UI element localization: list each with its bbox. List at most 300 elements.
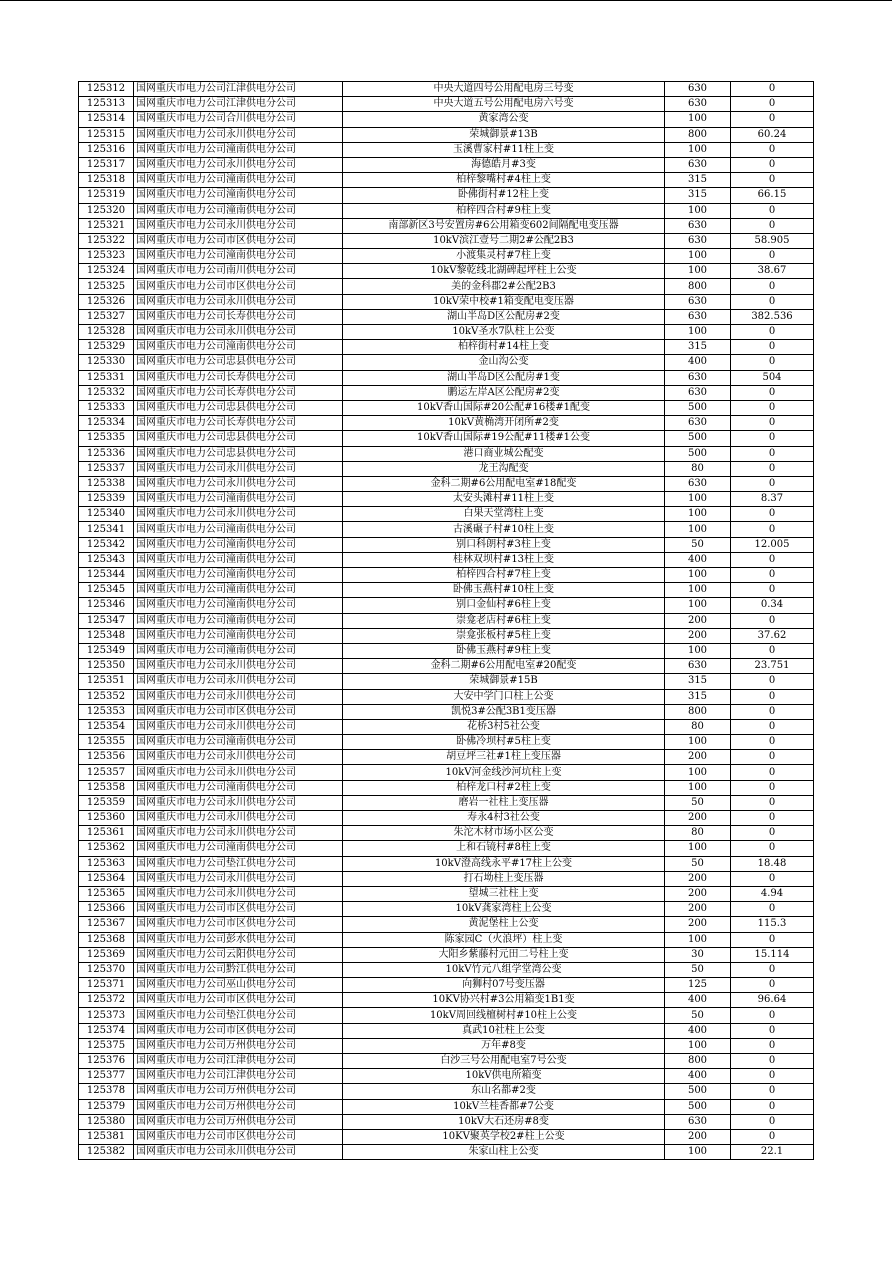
table-row [79, 203, 814, 218]
company-cell: 国网重庆市电力公司永川供电分公司 [134, 795, 343, 810]
table-row [79, 568, 814, 583]
company-cell: 国网重庆市电力公司永川供电分公司 [134, 507, 343, 522]
row-id-cell: 125345 [79, 583, 134, 598]
row-id-cell: 125314 [79, 112, 134, 127]
transformer-name-cell: 10kV河金线沙河坑柱上变 [343, 765, 665, 780]
capacity-cell: 630 [665, 370, 731, 385]
table-row [79, 294, 814, 309]
capacity-cell: 200 [665, 613, 731, 628]
table-row [79, 157, 814, 172]
row-id-cell: 125375 [79, 1038, 134, 1053]
value-cell: 0 [731, 704, 814, 719]
table-row [79, 127, 814, 142]
table-row [79, 218, 814, 233]
capacity-cell: 400 [665, 1069, 731, 1084]
value-cell: 58.905 [731, 233, 814, 248]
value-cell: 0 [731, 507, 814, 522]
table-row [79, 917, 814, 932]
company-cell: 国网重庆市电力公司永川供电分公司 [134, 1145, 343, 1160]
company-cell: 国网重庆市电力公司江津供电分公司 [134, 82, 343, 97]
company-cell: 国网重庆市电力公司长寿供电分公司 [134, 309, 343, 324]
table-row [79, 249, 814, 264]
transformer-name-cell: 柏梓四合村#9柱上变 [343, 203, 665, 218]
table-row [79, 173, 814, 188]
row-id-cell: 125379 [79, 1099, 134, 1114]
company-cell: 国网重庆市电力公司垫江供电分公司 [134, 1008, 343, 1023]
capacity-cell: 80 [665, 826, 731, 841]
transformer-name-cell: 卧佛冷坝村#5柱上变 [343, 735, 665, 750]
row-id-cell: 125373 [79, 1008, 134, 1023]
capacity-cell: 315 [665, 188, 731, 203]
company-cell: 国网重庆市电力公司市区供电分公司 [134, 902, 343, 917]
row-id-cell: 125333 [79, 400, 134, 415]
capacity-cell: 500 [665, 1084, 731, 1099]
value-cell: 0 [731, 735, 814, 750]
transformer-name-cell: 太安头滩村#11柱上变 [343, 492, 665, 507]
value-cell: 37.62 [731, 628, 814, 643]
capacity-cell: 400 [665, 552, 731, 567]
company-cell: 国网重庆市电力公司永川供电分公司 [134, 871, 343, 886]
table-row [79, 97, 814, 112]
transformer-name-cell: 别口金仙村#6柱上变 [343, 598, 665, 613]
transformer-name-cell: 10kV荣中校#1箱变配电变压器 [343, 294, 665, 309]
capacity-cell: 100 [665, 598, 731, 613]
transformer-name-cell: 小渡集灵村#7柱上变 [343, 249, 665, 264]
capacity-cell: 630 [665, 309, 731, 324]
value-cell: 0 [731, 932, 814, 947]
transformer-name-cell: 东山名都#2变 [343, 1084, 665, 1099]
table-row [79, 264, 814, 279]
row-id-cell: 125332 [79, 385, 134, 400]
company-cell: 国网重庆市电力公司市区供电分公司 [134, 233, 343, 248]
table-row [79, 507, 814, 522]
row-id-cell: 125336 [79, 446, 134, 461]
row-id-cell: 125367 [79, 917, 134, 932]
row-id-cell: 125364 [79, 871, 134, 886]
table-row [79, 886, 814, 901]
table-row [79, 461, 814, 476]
capacity-cell: 100 [665, 735, 731, 750]
value-cell: 0 [731, 962, 814, 977]
row-id-cell: 125366 [79, 902, 134, 917]
value-cell: 60.24 [731, 127, 814, 142]
table-row [79, 1038, 814, 1053]
table-row [79, 795, 814, 810]
value-cell: 504 [731, 370, 814, 385]
transformer-name-cell: 金科二期#6公用配电室#18配变 [343, 476, 665, 491]
transformer-name-cell: 10KV聚英学校2#柱上公变 [343, 1129, 665, 1144]
company-cell: 国网重庆市电力公司长寿供电分公司 [134, 416, 343, 431]
row-id-cell: 125341 [79, 522, 134, 537]
company-cell: 国网重庆市电力公司永川供电分公司 [134, 461, 343, 476]
company-cell: 国网重庆市电力公司潼南供电分公司 [134, 203, 343, 218]
company-cell: 国网重庆市电力公司巫山供电分公司 [134, 978, 343, 993]
row-id-cell: 125358 [79, 780, 134, 795]
company-cell: 国网重庆市电力公司潼南供电分公司 [134, 142, 343, 157]
capacity-cell: 630 [665, 97, 731, 112]
value-cell: 0 [731, 1038, 814, 1053]
capacity-cell: 200 [665, 811, 731, 826]
table-row [79, 932, 814, 947]
capacity-cell: 630 [665, 416, 731, 431]
row-id-cell: 125354 [79, 719, 134, 734]
transformer-name-cell: 大阳乡紫藤村元田二号柱上变 [343, 947, 665, 962]
row-id-cell: 125356 [79, 750, 134, 765]
capacity-cell: 100 [665, 568, 731, 583]
table-row [79, 416, 814, 431]
row-id-cell: 125362 [79, 841, 134, 856]
row-id-cell: 125380 [79, 1114, 134, 1129]
transformer-name-cell: 柏梓龙口村#2柱上变 [343, 780, 665, 795]
capacity-cell: 50 [665, 962, 731, 977]
capacity-cell: 400 [665, 355, 731, 370]
value-cell: 0 [731, 355, 814, 370]
capacity-cell: 100 [665, 203, 731, 218]
page-top-rule [0, 0, 892, 1]
capacity-cell: 100 [665, 249, 731, 264]
transformer-name-cell: 10kV香山国际#19公配#11楼#1公变 [343, 431, 665, 446]
row-id-cell: 125329 [79, 340, 134, 355]
value-cell: 0 [731, 431, 814, 446]
company-cell: 国网重庆市电力公司市区供电分公司 [134, 704, 343, 719]
capacity-cell: 100 [665, 1038, 731, 1053]
value-cell: 0 [731, 142, 814, 157]
capacity-cell: 400 [665, 1023, 731, 1038]
row-id-cell: 125349 [79, 643, 134, 658]
capacity-cell: 200 [665, 1129, 731, 1144]
company-cell: 国网重庆市电力公司永川供电分公司 [134, 294, 343, 309]
row-id-cell: 125326 [79, 294, 134, 309]
table-row [79, 735, 814, 750]
table-row [79, 674, 814, 689]
value-cell: 0 [731, 811, 814, 826]
company-cell: 国网重庆市电力公司永川供电分公司 [134, 659, 343, 674]
company-cell: 国网重庆市电力公司潼南供电分公司 [134, 249, 343, 264]
value-cell: 0 [731, 1008, 814, 1023]
transformer-name-cell: 万年#8变 [343, 1038, 665, 1053]
value-cell: 0 [731, 1099, 814, 1114]
value-cell: 0 [731, 1084, 814, 1099]
transformer-name-cell: 朱家山柱上公变 [343, 1145, 665, 1160]
row-id-cell: 125327 [79, 309, 134, 324]
value-cell: 0 [731, 719, 814, 734]
capacity-cell: 630 [665, 294, 731, 309]
company-cell: 国网重庆市电力公司永川供电分公司 [134, 811, 343, 826]
row-id-cell: 125370 [79, 962, 134, 977]
transformer-name-cell: 中央大道五号公用配电房六号变 [343, 97, 665, 112]
transformer-name-cell: 鹏运左岸A区公配房#2变 [343, 385, 665, 400]
row-id-cell: 125319 [79, 188, 134, 203]
row-id-cell: 125337 [79, 461, 134, 476]
transformer-name-cell: 卧佛玉燕村#9柱上变 [343, 643, 665, 658]
capacity-cell: 500 [665, 400, 731, 415]
row-id-cell: 125342 [79, 537, 134, 552]
row-id-cell: 125353 [79, 704, 134, 719]
row-id-cell: 125331 [79, 370, 134, 385]
row-id-cell: 125320 [79, 203, 134, 218]
table-row [79, 1145, 814, 1160]
value-cell: 66.15 [731, 188, 814, 203]
value-cell: 0 [731, 1129, 814, 1144]
transformer-name-cell: 柏梓街村#14柱上变 [343, 340, 665, 355]
table-row [79, 750, 814, 765]
company-cell: 国网重庆市电力公司潼南供电分公司 [134, 568, 343, 583]
table-row [79, 233, 814, 248]
row-id-cell: 125352 [79, 689, 134, 704]
company-cell: 国网重庆市电力公司潼南供电分公司 [134, 780, 343, 795]
row-id-cell: 125328 [79, 325, 134, 340]
value-cell: 4.94 [731, 886, 814, 901]
company-cell: 国网重庆市电力公司永川供电分公司 [134, 765, 343, 780]
row-id-cell: 125378 [79, 1084, 134, 1099]
table-row [79, 492, 814, 507]
transformer-name-cell: 花桥3村5社公变 [343, 719, 665, 734]
row-id-cell: 125339 [79, 492, 134, 507]
company-cell: 国网重庆市电力公司永川供电分公司 [134, 826, 343, 841]
company-cell: 国网重庆市电力公司潼南供电分公司 [134, 522, 343, 537]
capacity-cell: 630 [665, 476, 731, 491]
company-cell: 国网重庆市电力公司市区供电分公司 [134, 279, 343, 294]
company-cell: 国网重庆市电力公司忠县供电分公司 [134, 431, 343, 446]
table-row [79, 856, 814, 871]
value-cell: 0 [731, 461, 814, 476]
company-cell: 国网重庆市电力公司垫江供电分公司 [134, 856, 343, 871]
company-cell: 国网重庆市电力公司万州供电分公司 [134, 1114, 343, 1129]
table-row [79, 142, 814, 157]
row-id-cell: 125363 [79, 856, 134, 871]
capacity-cell: 100 [665, 643, 731, 658]
value-cell: 0 [731, 446, 814, 461]
value-cell: 0 [731, 902, 814, 917]
table-row [79, 325, 814, 340]
table-row [79, 947, 814, 962]
value-cell: 15.114 [731, 947, 814, 962]
capacity-cell: 50 [665, 537, 731, 552]
row-id-cell: 125330 [79, 355, 134, 370]
value-cell: 0 [731, 1114, 814, 1129]
value-cell: 8.37 [731, 492, 814, 507]
value-cell: 0 [731, 522, 814, 537]
company-cell: 国网重庆市电力公司忠县供电分公司 [134, 446, 343, 461]
row-id-cell: 125357 [79, 765, 134, 780]
row-id-cell: 125315 [79, 127, 134, 142]
transformer-name-cell: 别口科朗村#3柱上变 [343, 537, 665, 552]
transformer-name-cell: 10kV龚家湾柱上公变 [343, 902, 665, 917]
value-cell: 0 [731, 583, 814, 598]
capacity-cell: 315 [665, 689, 731, 704]
company-cell: 国网重庆市电力公司忠县供电分公司 [134, 355, 343, 370]
transformer-name-cell: 古溪碾子村#10柱上变 [343, 522, 665, 537]
capacity-cell: 100 [665, 1145, 731, 1160]
table-row [79, 962, 814, 977]
table-row [79, 1054, 814, 1069]
table-row [79, 188, 814, 203]
capacity-cell: 200 [665, 886, 731, 901]
company-cell: 国网重庆市电力公司永川供电分公司 [134, 886, 343, 901]
company-cell: 国网重庆市电力公司市区供电分公司 [134, 917, 343, 932]
value-cell: 0 [731, 795, 814, 810]
value-cell: 0 [731, 82, 814, 97]
value-cell: 0 [731, 249, 814, 264]
table-row [79, 385, 814, 400]
transformer-name-cell: 卧佛玉燕村#10柱上变 [343, 583, 665, 598]
row-id-cell: 125346 [79, 598, 134, 613]
company-cell: 国网重庆市电力公司永川供电分公司 [134, 218, 343, 233]
table-row [79, 446, 814, 461]
capacity-cell: 630 [665, 218, 731, 233]
company-cell: 国网重庆市电力公司万州供电分公司 [134, 1038, 343, 1053]
transformer-name-cell: 上和石镜村#8柱上变 [343, 841, 665, 856]
company-cell: 国网重庆市电力公司云阳供电分公司 [134, 947, 343, 962]
capacity-cell: 200 [665, 902, 731, 917]
transformer-name-cell: 打石坳柱上变压器 [343, 871, 665, 886]
value-cell: 0 [731, 643, 814, 658]
value-cell: 0 [731, 871, 814, 886]
transformer-name-cell: 柏梓四合村#7柱上变 [343, 568, 665, 583]
company-cell: 国网重庆市电力公司潼南供电分公司 [134, 173, 343, 188]
capacity-cell: 100 [665, 765, 731, 780]
row-id-cell: 125376 [79, 1054, 134, 1069]
transformer-name-cell: 荣城御景#15B [343, 674, 665, 689]
transformer-name-cell: 朱沱木材市场小区公变 [343, 826, 665, 841]
table-row [79, 1069, 814, 1084]
table-row [79, 82, 814, 97]
capacity-cell: 80 [665, 719, 731, 734]
capacity-cell: 630 [665, 1114, 731, 1129]
row-id-cell: 125323 [79, 249, 134, 264]
company-cell: 国网重庆市电力公司长寿供电分公司 [134, 385, 343, 400]
company-cell: 国网重庆市电力公司永川供电分公司 [134, 674, 343, 689]
capacity-cell: 630 [665, 233, 731, 248]
capacity-cell: 500 [665, 446, 731, 461]
transformer-name-cell: 胡豆坪三社#1柱上变压器 [343, 750, 665, 765]
value-cell: 382.536 [731, 309, 814, 324]
row-id-cell: 125317 [79, 157, 134, 172]
transformer-name-cell: 海德皓月#3变 [343, 157, 665, 172]
capacity-cell: 50 [665, 1008, 731, 1023]
transformer-name-cell: 凯悦3#公配3B1变压器 [343, 704, 665, 719]
capacity-cell: 80 [665, 461, 731, 476]
value-cell: 115.3 [731, 917, 814, 932]
row-id-cell: 125340 [79, 507, 134, 522]
transformer-name-cell: 10kV香山国际#20公配#16楼#1配变 [343, 400, 665, 415]
table-row [79, 476, 814, 491]
capacity-cell: 315 [665, 173, 731, 188]
company-cell: 国网重庆市电力公司忠县供电分公司 [134, 400, 343, 415]
value-cell: 0 [731, 613, 814, 628]
table-row [79, 552, 814, 567]
transformer-name-cell: 10kV大石还房#8变 [343, 1114, 665, 1129]
table-row [79, 643, 814, 658]
transformer-name-cell: 湖山半岛D区公配房#1变 [343, 370, 665, 385]
capacity-cell: 500 [665, 1099, 731, 1114]
transformer-name-cell: 望城三社柱上变 [343, 886, 665, 901]
value-cell: 12.005 [731, 537, 814, 552]
transformer-name-cell: 崇龛老店村#6柱上变 [343, 613, 665, 628]
value-cell: 0 [731, 416, 814, 431]
table-row [79, 704, 814, 719]
row-id-cell: 125344 [79, 568, 134, 583]
value-cell: 0 [731, 476, 814, 491]
table-row [79, 978, 814, 993]
capacity-cell: 400 [665, 993, 731, 1008]
company-cell: 国网重庆市电力公司潼南供电分公司 [134, 552, 343, 567]
transformer-name-cell: 金科二期#6公用配电室#20配变 [343, 659, 665, 674]
company-cell: 国网重庆市电力公司永川供电分公司 [134, 689, 343, 704]
value-cell: 0 [731, 765, 814, 780]
row-id-cell: 125324 [79, 264, 134, 279]
transformer-name-cell: 10kV竹元八组学堂湾公变 [343, 962, 665, 977]
row-id-cell: 125350 [79, 659, 134, 674]
transformer-name-cell: 卧佛街村#12柱上变 [343, 188, 665, 203]
transformer-name-cell: 南部新区3号安置房#6公用箱变602间隔配电变压器 [343, 218, 665, 233]
value-cell: 0 [731, 826, 814, 841]
company-cell: 国网重庆市电力公司万州供电分公司 [134, 1099, 343, 1114]
transformer-name-cell: 10kV澄高线永平#17柱上公变 [343, 856, 665, 871]
capacity-cell: 100 [665, 841, 731, 856]
table-row [79, 279, 814, 294]
table-row [79, 522, 814, 537]
value-cell: 38.67 [731, 264, 814, 279]
value-cell: 0 [731, 750, 814, 765]
transformer-name-cell: 10kV圣水7队柱上公变 [343, 325, 665, 340]
transformer-name-cell: 桂林双坝村#13柱上变 [343, 552, 665, 567]
table-row [79, 1129, 814, 1144]
company-cell: 国网重庆市电力公司潼南供电分公司 [134, 841, 343, 856]
table-row [79, 309, 814, 324]
table-row [79, 841, 814, 856]
transformer-name-cell: 大安中学门口柱上公变 [343, 689, 665, 704]
company-cell: 国网重庆市电力公司长寿供电分公司 [134, 370, 343, 385]
table-row [79, 902, 814, 917]
capacity-cell: 100 [665, 780, 731, 795]
table-row [79, 598, 814, 613]
value-cell: 0 [731, 218, 814, 233]
capacity-cell: 315 [665, 340, 731, 355]
transformer-name-cell: 龙王沟配变 [343, 461, 665, 476]
transformer-name-cell: 黄家湾公变 [343, 112, 665, 127]
row-id-cell: 125347 [79, 613, 134, 628]
table-row [79, 537, 814, 552]
transformer-name-cell: 向狮村07号变压器 [343, 978, 665, 993]
transformer-name-cell: 港口商业城公配变 [343, 446, 665, 461]
row-id-cell: 125348 [79, 628, 134, 643]
row-id-cell: 125334 [79, 416, 134, 431]
table-row [79, 871, 814, 886]
transformer-name-cell: 崇龛张板村#5柱上变 [343, 628, 665, 643]
company-cell: 国网重庆市电力公司市区供电分公司 [134, 993, 343, 1008]
company-cell: 国网重庆市电力公司潼南供电分公司 [134, 628, 343, 643]
company-cell: 国网重庆市电力公司潼南供电分公司 [134, 340, 343, 355]
transformer-name-cell: 10kV黄桷湾开闭所#2变 [343, 416, 665, 431]
table-row [79, 613, 814, 628]
transformer-name-cell: 中央大道四号公用配电房三号变 [343, 82, 665, 97]
company-cell: 国网重庆市电力公司潼南供电分公司 [134, 643, 343, 658]
capacity-cell: 630 [665, 659, 731, 674]
capacity-cell: 200 [665, 917, 731, 932]
company-cell: 国网重庆市电力公司潼南供电分公司 [134, 537, 343, 552]
table-row [79, 993, 814, 1008]
table-row [79, 112, 814, 127]
table-row [79, 1084, 814, 1099]
table-row [79, 1099, 814, 1114]
value-cell: 0 [731, 385, 814, 400]
company-cell: 国网重庆市电力公司永川供电分公司 [134, 476, 343, 491]
capacity-cell: 630 [665, 82, 731, 97]
value-cell: 0 [731, 400, 814, 415]
value-cell: 0 [731, 552, 814, 567]
company-cell: 国网重庆市电力公司潼南供电分公司 [134, 613, 343, 628]
